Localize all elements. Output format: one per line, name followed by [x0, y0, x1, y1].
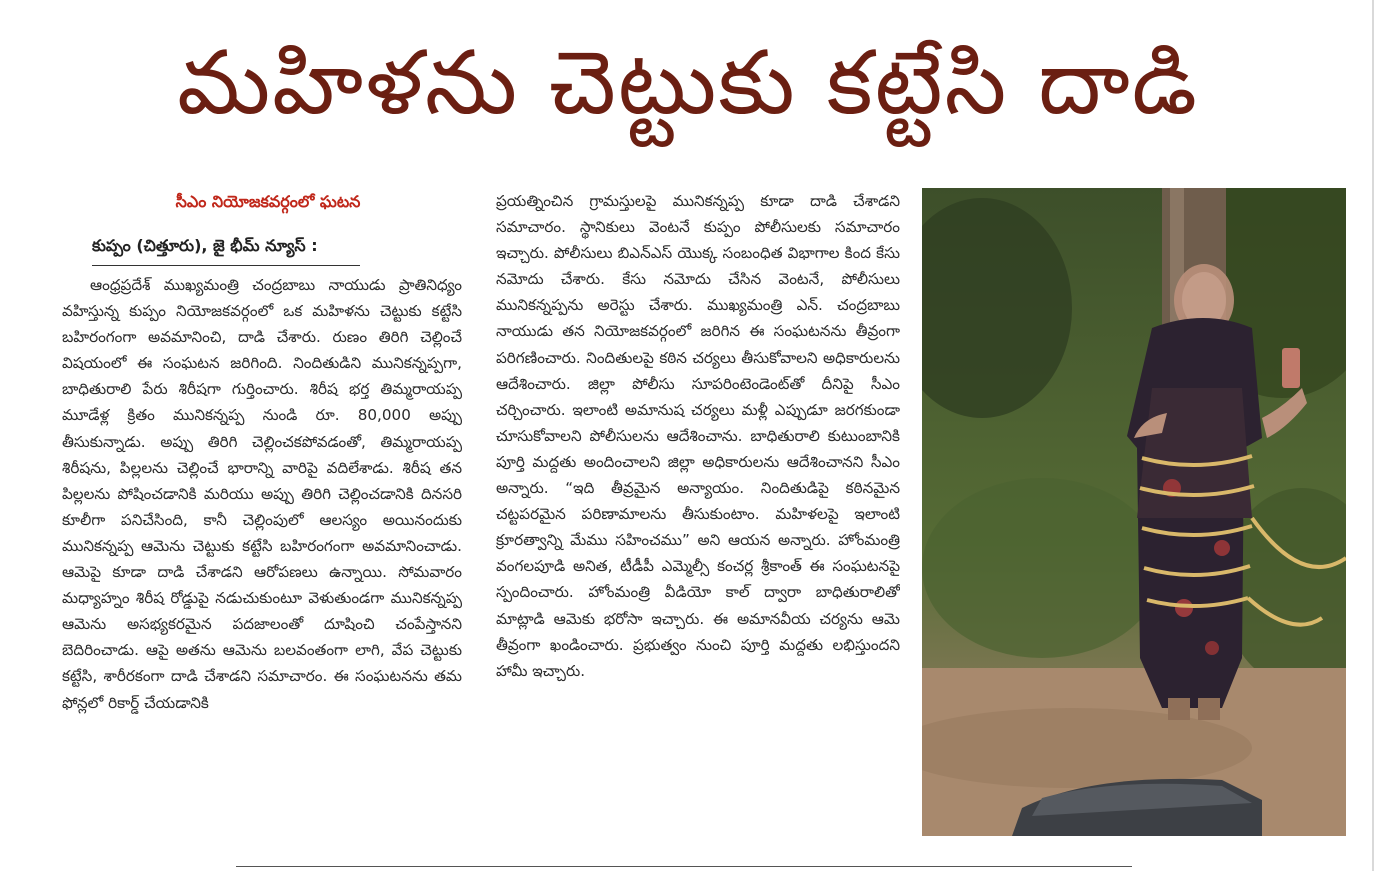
headline: మహిళను చెట్టుకు కట్టేసి దాడి: [177, 31, 1199, 134]
dateline: కుప్పం (చిత్తూరు), జై భీమ్ న్యూస్ :: [92, 236, 360, 266]
article-column-1: [62, 272, 462, 852]
photo-illustration: [922, 188, 1346, 836]
news-photo: [922, 188, 1346, 836]
page-edge-line: [1372, 0, 1374, 871]
bottom-rule: [236, 866, 1132, 867]
subheading: సీఎం నియోజకవర్గంలో ఘటన: [175, 192, 361, 211]
article-paragraph-2: ప్రయత్నించిన గ్రామస్తులపై మునికన్నప్ప కూడా దాడి చేశాడని సమాచారం. స్థానికులు వెంటనే కుప్పం పోలీసులకు సమాచారం ఇచ్చారు. పోలీసులు బిఎన్ఎస్ యొక్క సంబంధిత విభాగాల కింద కేసు నమోదు చేశారు. కేసు నమోదు చేసిన వెంటనే, పోలీసులు మునికన్నప్పను అరెస్టు చేశారు. ముఖ్యమంత్రి ఎన్. చంద్రబాబు నాయుడు తన నియోజకవర్గంలో జరిగిన ఈ సంఘటనను తీవ్రంగా పరిగణించారు. నిందితులపై కఠిన చర్యలు తీసుకోవాలని అధికారులను ఆదేశించారు. జిల్లా పోలీసు సూపరింటెండెంట్‌తో దీనిపై సీఎం చర్చించారు. ఇలాంటి అమానుష చర్యలు మళ్లీ ఎప్పుడూ జరగకుండా చూసుకోవాలని పోలీసులను ఆదేశించాను. బాధితురాలి కుటుంబానికి పూర్తి మద్దతు అందించాలని జిల్లా అధికారులను ఆదేశించానని సీఎం అన్నారు. “ఇది తీవ్రమైన అన్యాయం. నిందితుడిపై కఠినమైన చట్టపరమైన పరిణామాలను తీసుకుంటాం. మహిళలపై ఇలాంటి క్రూరత్వాన్ని మేము సహించము” అని ఆయన అన్నారు. హోంమంత్రి వంగలపూడి అనిత, టీడీపీ ఎమ్మెల్సీ కంచర్ల శ్రీకాంత్ ఈ సంఘటనపై స్పందించారు. హోంమంత్రి వీడియో కాల్ ద్వారా బాధితురాలితో మాట్లాడి ఆమెకు భరోసా ఇచ్చారు. ఈ అమానవీయ చర్యను ఆమె తీవ్రంగా ఖండించారు. ప్రభుత్వం నుంచి పూర్తి మద్దతు లభిస్తుందని హామీ ఇచ్చారు.: [496, 192, 900, 680]
article-column-2: [496, 188, 900, 848]
article-paragraph-1: ఆంధ్రప్రదేశ్ ముఖ్యమంత్రి చంద్రబాబు నాయుడు ప్రాతినిధ్యం వహిస్తున్న కుప్పం నియోజకవర్గంలో ఒక మహిళను చెట్టుకు కట్టేసి బహిరంగంగా అవమానించి, దాడి చేశారు. రుణం తిరిగి చెల్లించే విషయంలో ఈ సంఘటన జరిగింది. నిందితుడిని మునికన్నప్పగా, బాధితురాలి పేరు శిరీషగా గుర్తించారు. శిరీష భర్త తిమ్మరాయప్ప మూడేళ్ల క్రితం మునికన్నప్ప నుండి రూ. 80,000 అప్పు తీసుకున్నాడు. అప్పు తిరిగి చెల్లించకపోవడంతో, తిమ్మరాయప్ప శిరీషను, పిల్లలను చెల్లించే భారాన్ని వారిపై వదిలేశాడు. శిరీష తన పిల్లలను పోషించడానికి మరియు అప్పు తిరిగి చెల్లించడానికి దినసరి కూలీగా పనిచేసింది, కానీ చెల్లింపులో ఆలస్యం అయినందుకు మునికన్నప్ప ఆమెను చెట్టుకు కట్టేసి బహిరంగంగా అవమానించాడు. ఆమెపై కూడా దాడి చేశాడని ఆరోపణలు ఉన్నాయి. సోమవారం మధ్యాహ్నం శిరీష రోడ్డుపై నడుచుకుంటూ వెళుతుండగా మునికన్నప్ప ఆమెను అసభ్యకరమైన పదజాలంతో దూషించి చంపేస్తానని బెదిరించాడు. ఆపై అతను ఆమెను బలవంతంగా లాగి, వేప చెట్టుకు కట్టేసి, శారీరకంగా దాడి చేశాడని సమాచారం. ఈ సంఘటనను తమ ఫోన్లలో రికార్డ్ చేయడానికి: [62, 276, 462, 712]
